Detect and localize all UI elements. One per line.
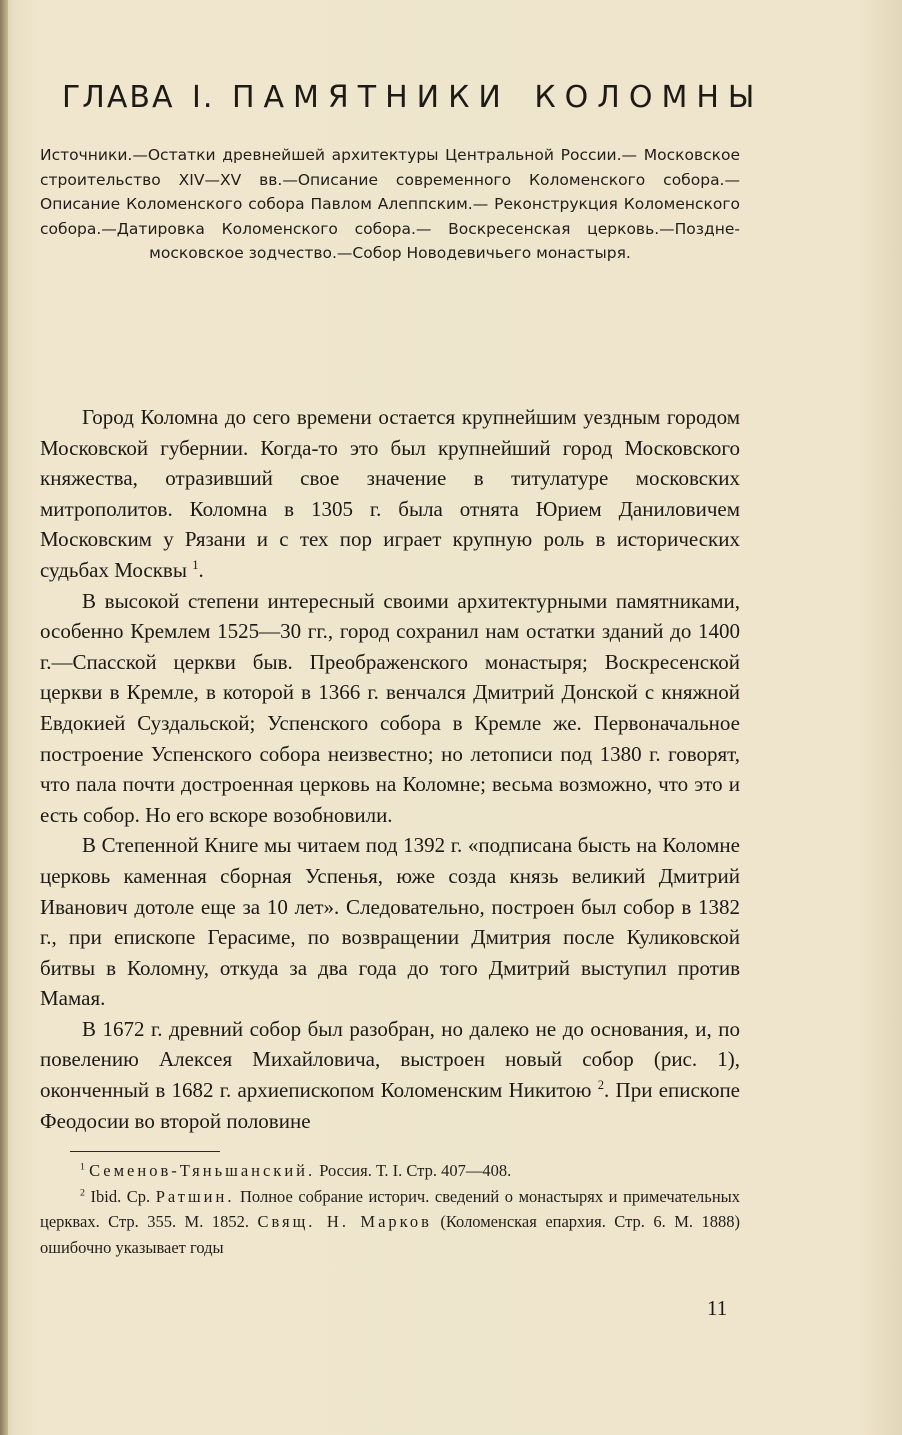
paragraph-1-text: Город Коломна до сего времени остается крупнейшим уездным городом Московской губернии. Когда-то это был крупнейший город Московского княжества, отразивший свое значение в титулатуре московских митрополитов. Коломна в 1305 г. была отнята Юрием Даниловичем Московским у Рязани и с тех пор играет крупную роль в исторических судьбах Москвы <box>40 405 740 582</box>
footnote-divider <box>70 1151 220 1152</box>
footnote-ref-2: 2 <box>597 1078 605 1093</box>
footnote-2-post: (Коломенская епархия. Стр. 6. М. 1888) ошибочно указывает годы <box>40 1212 740 1257</box>
main-text <box>40 402 740 1136</box>
footnote-1-mark: 1 <box>80 1161 85 1173</box>
paragraph-3: В Степенной Книге мы читаем под 1392 г. «подписана бысть на Коломне церковь каменная сборная Успенья, юже созда князь великий Дмитрий Иванович дотоле еще за 10 лет». Следовательно, построен был собор в 1382 г., при епископе Герасиме, по возвращении Дмитрия после Куликовской битвы в Коломну, откуда за два года до того Дмитрий выступил против Мамая. <box>40 833 740 1011</box>
paragraph-4 <box>40 1014 740 1136</box>
book-spine-shadow <box>0 0 8 1435</box>
footnote-2-pre: Ibid. Ср. <box>84 1186 156 1206</box>
chapter-name: ПАМЯТНИКИ КОЛОМНЫ <box>231 80 764 115</box>
footnote-1-text: Россия. Т. I. Стр. 407—408. <box>315 1161 512 1180</box>
footnote-2-mark: 2 <box>80 1187 85 1198</box>
footnote-2 <box>40 1184 740 1261</box>
paragraph-4-text-b: . При епископе Феодосии во второй половине <box>40 1078 741 1133</box>
footnote-ref-1: 1 <box>192 557 199 572</box>
chapter-prefix: ГЛАВА I. <box>62 80 215 115</box>
chapter-summary: Источники.—Остатки древнейшей архитектуры Центральной России.— Московское строительство XIV—XV вв.—Описание современного Коломенского собора.—Описание Коломенского собора Павлом Алеппским.— Реконструкция Коломенского собора.—Датировка Коломенского собора.— Воскресенская церковь.—Поздне-московское зодчество.—Собор Новодевичьего монастыря. <box>40 146 740 262</box>
footnote-1 <box>40 1158 740 1184</box>
footnotes <box>40 1158 740 1260</box>
footnote-2-mid: Полное собрание историч. сведений о монастырях и примечательных церквах. Стр. 355. М. 1852. <box>40 1186 740 1231</box>
footnote-1-author: Семенов-Тяньшанский. <box>89 1161 316 1180</box>
footnote-2-author-1: Ратшин. <box>155 1186 235 1206</box>
footnote-2-author-2: Свящ. Н. Марков <box>257 1212 432 1231</box>
paragraph-4-text-a: В 1672 г. древний собор был разобран, но далеко не до основания, и, по повелению Алексея Михайловича, выстроен новый собор (рис. 1), оконченный в 1682 г. архиепископом Коломенским Никитою <box>40 1016 740 1103</box>
paragraph-1: Город Коломна до сего времени остается крупнейшим уездным городом Московской губернии. Когда-то это был крупнейший город Московского княжества, отразивший свое значение в титулатуре московских митрополитов. Коломна в 1305 г. была отнята Юрием Даниловичем Московским у Рязани и с тех пор играет крупную роль в исторических судьбах Москвы $^1$. <box>40 405 740 582</box>
chapter-title <box>62 80 762 115</box>
page-number: 11 <box>707 1296 728 1320</box>
paragraph-2: В высокой степени интересный своими архитектурными памятниками, особенно Кремлем 1525—30 гг., город сохранил нам остатки зданий до 1400 г.—Спасской церкви быв. Преображенского монастыря; Воскресенской церкви в Кремле, в которой в 1366 г. венчался Дмитрий Донской с княжной Евдокией Суздальской; Успенского собора в Кремле же. Первоначальное построение Успенского собора неизвестно; но летописи под 1380 г. говорят, что пала почти достроенная церковь на Коломне; весьма возможно, что это и есть собор. Но его вскоре возобновили. <box>40 588 740 827</box>
